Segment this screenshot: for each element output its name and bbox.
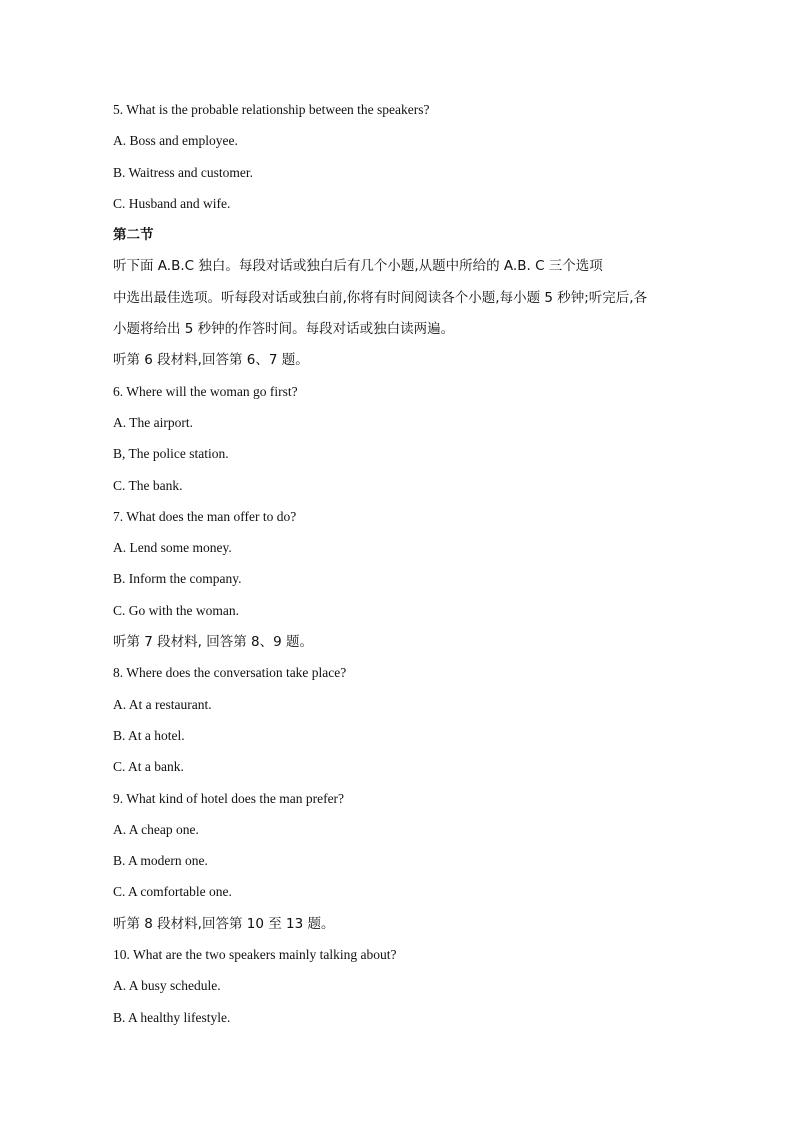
- question-line: A. A cheap one.: [113, 821, 199, 837]
- question-line: B. Waitress and customer.: [113, 164, 254, 180]
- question-line: 6. Where will the woman go first?: [113, 383, 298, 399]
- instruction-line: 小题将给出 5 秒钟的作答时间。每段对话或独白读两遍。: [113, 321, 455, 338]
- question-line: A. Lend some money.: [113, 540, 232, 556]
- document-page: [113, 99, 693, 1038]
- question-line: 8. Where does the conversation take place?: [113, 665, 347, 681]
- question-line: C. Go with the woman.: [113, 602, 239, 618]
- question-line: B. Inform the company.: [113, 571, 242, 587]
- instruction-line: 中选出最佳选项。听每段对话或独白前,你将有时间阅读各个小题,每小题 5 秒钟;听完后,各: [113, 289, 648, 306]
- question-line: C. A comfortable one.: [113, 884, 232, 900]
- question-line: B, The police station.: [113, 446, 229, 462]
- question-line: A. At a restaurant.: [113, 696, 212, 712]
- instruction-line: 听第 7 段材料, 回答第 8、9 题。: [113, 634, 314, 651]
- question-line: 7. What does the man offer to do?: [113, 508, 297, 524]
- question-line: C. Husband and wife.: [113, 195, 231, 211]
- question-line: C. The bank.: [113, 477, 183, 493]
- question-line: A. A busy schedule.: [113, 978, 221, 994]
- question-line: 10. What are the two speakers mainly talking about?: [113, 947, 397, 963]
- question-line: A. Boss and employee.: [113, 133, 238, 149]
- question-line: B. At a hotel.: [113, 727, 185, 743]
- question-line: A. The airport.: [113, 414, 193, 430]
- question-line: C. At a bank.: [113, 759, 184, 775]
- instruction-line: 听第 8 段材料,回答第 10 至 13 题。: [113, 915, 335, 932]
- question-line: 9. What kind of hotel does the man prefer?: [113, 790, 345, 806]
- question-line: 5. What is the probable relationship between the speakers?: [113, 102, 430, 117]
- instruction-line: 听第 6 段材料,回答第 6、7 题。: [113, 352, 309, 369]
- question-line: B. A healthy lifestyle.: [113, 1009, 231, 1025]
- question-line: B. A modern one.: [113, 853, 208, 869]
- instruction-line: 第二节: [113, 227, 154, 244]
- instruction-line: 听下面 A.B.C 独白。每段对话或独白后有几个小题,从题中所给的 A.B. C 三个选项: [113, 258, 603, 275]
